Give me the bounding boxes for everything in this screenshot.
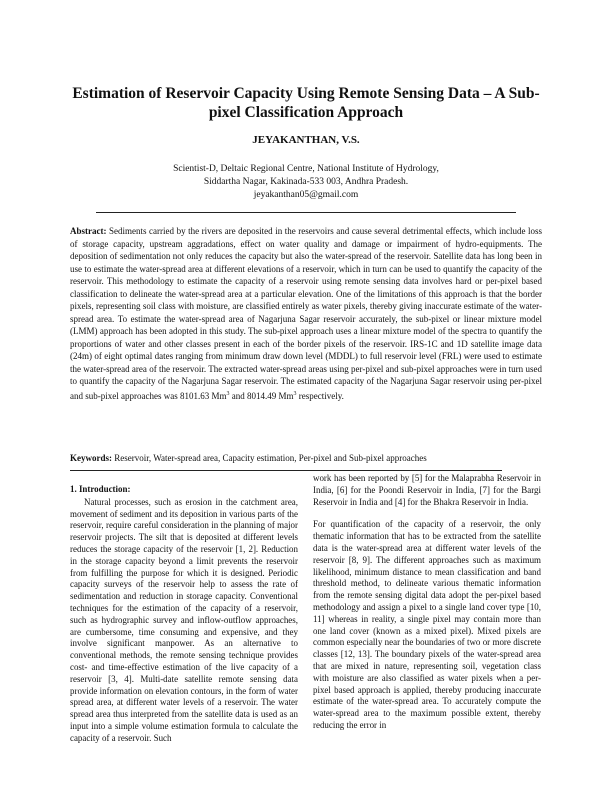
affiliation-line-2: Siddartha Nagar, Kakinada-533 003, Andhra Pradesh. — [203, 177, 409, 187]
abstract-superscript-2: 3 — [293, 390, 297, 397]
abstract-label: Abstract: — [70, 226, 107, 236]
affiliation — [0, 163, 612, 202]
keywords-divider — [70, 470, 502, 471]
keywords-text: Reservoir, Water-spread area, Capacity estimation, Per-pixel and Sub-pixel approaches — [112, 453, 427, 463]
introduction-paragraph-1: Natural processes, such as erosion in the catchment area, movement of sediment and its deposition in various parts of the reservoir, require careful consideration in the planning of major reservoir projects. The silt that is deposited at different levels reduces the storage capacity of the reservoir [1, 2]. Reduction in the storage capacity beyond a limit prevents the reservoir from fulfilling the purpose for which it is designed. Periodic capacity surveys of the reservoir help to assess the rate of sedimentation and reduction in storage capacity. Conventional techniques for the estimation of the capacity of a reservoir, such as hydrographic survey and inflow-outflow approaches, are cumbersome, time consuming and expensive, and they involve significant manpower. As an alternative to conventional methods, the remote sensing technique provides cost- and time-effective estimation of the live capacity of a reservoir [3, 4]. Multi-date satellite remote sensing data provide information on elevation contours, in the form of water spread area, at different water levels of a reservoir. The water spread area thus interpreted from the satellite data is used as an input into a simple volume estimation formula to calculate the capacity of a reservoir. Such — [70, 496, 298, 743]
affiliation-line-1: Scientist-D, Deltaic Regional Centre, National Institute of Hydrology, — [173, 164, 439, 174]
header-divider — [96, 212, 516, 213]
paper-title: Estimation of Reservoir Capacity Using Remote Sensing Data – A Sub-pixel Classification Approach — [72, 85, 540, 121]
abstract-text-end: respectively. — [296, 390, 344, 401]
keywords-label: Keywords: — [70, 453, 112, 463]
abstract-superscript-1: 3 — [226, 390, 230, 397]
abstract — [70, 225, 542, 402]
column-left — [70, 484, 298, 784]
abstract-text: Sediments carried by the rivers are deposited in the reservoirs and cause several detrimental effects, which include loss of storage capacity, upstream aggradations, effect on water quality and damage or impairment of hydro-equipments. The deposition of sedimentation not only reduces the capacity but also the water-spread of the reservoir. Satellite data has long been in use to estimate the water-spread area at different elevations of a reservoir, which in turn can be used to quantify the capacity of the reservoir. This methodology to estimate the capacity of a reservoir using remote sensing data involves hard or per-pixel based classification to delineate the water-spread area at a particular elevation. One of the limitations of this approach is that the border pixels, representing soil class with moisture, are classified entirely as water pixels, thereby giving inaccurate estimate of the water-spread area. To estimate the water-spread area of Nagarjuna Sagar reservoir accurately, the sub-pixel or linear mixture model (LMM) approach has been adopted in this study. The sub-pixel approach uses a linear mixture model of the spectra to quantify the proportions of water and other classes present in each of the border pixels of the reservoir. IRS-1C and 1D satellite image data (24m) of eight optimal dates ranging from minimum draw down level (MDDL) to full reservoir level (FRL) were used to estimate the water-spread area of the reservoir. The extracted water-spread areas using per-pixel and sub-pixel approaches were in turn used to quantify the capacity of the Nagarjuna Sagar reservoir. The estimated capacity of the Nagarjuna Sagar reservoir using per-pixel and sub-pixel approaches was 8101.63 Mm — [70, 226, 542, 401]
introduction-paragraph-1-continued: work has been reported by [5] for the Malaprabha Reservoir in India, [6] for the Poondi Reservoir in India, [7] for the Bargi Reservoir in India and [4] for the Bhakra Reservoir in India. — [313, 473, 541, 507]
author-name: JEYAKANTHAN, V.S. — [252, 134, 360, 146]
keywords — [70, 452, 542, 464]
author-email: jeyakanthan05@gmail.com — [253, 190, 359, 200]
introduction-paragraph-2: For quantification of the capacity of a reservoir, the only thematic information that has to be extracted from the satellite data is the water-spread area at different water levels of the reservoir [8, 9]. The different approaches such as maximum likelihood, minimum distance to mean classification and band threshold method, to delineate various thematic information from the remote sensing digital data adopt the per-pixel based methodology and assign a pixel to a single land cover type [10, 11] whereas in reality, a single pixel may contain more than one land cover (known as a mixed pixel). Mixed pixels are common especially near the boundaries of two or more discrete classes [12, 13]. The boundary pixels of the water-spread area that are mixed in nature, representing soil, vegetation class with moisture are also classified as water pixels when a per-pixel based approach is applied, thereby producing inaccurate estimate of the water-spread area. To accurately compute the water-spread area to the maximum possible extent, thereby reducing the error in — [313, 519, 541, 730]
abstract-text-mid: and 8014.49 Mm — [229, 390, 294, 401]
column-right — [313, 473, 541, 785]
section-heading-introduction: 1. Introduction: — [70, 484, 131, 494]
